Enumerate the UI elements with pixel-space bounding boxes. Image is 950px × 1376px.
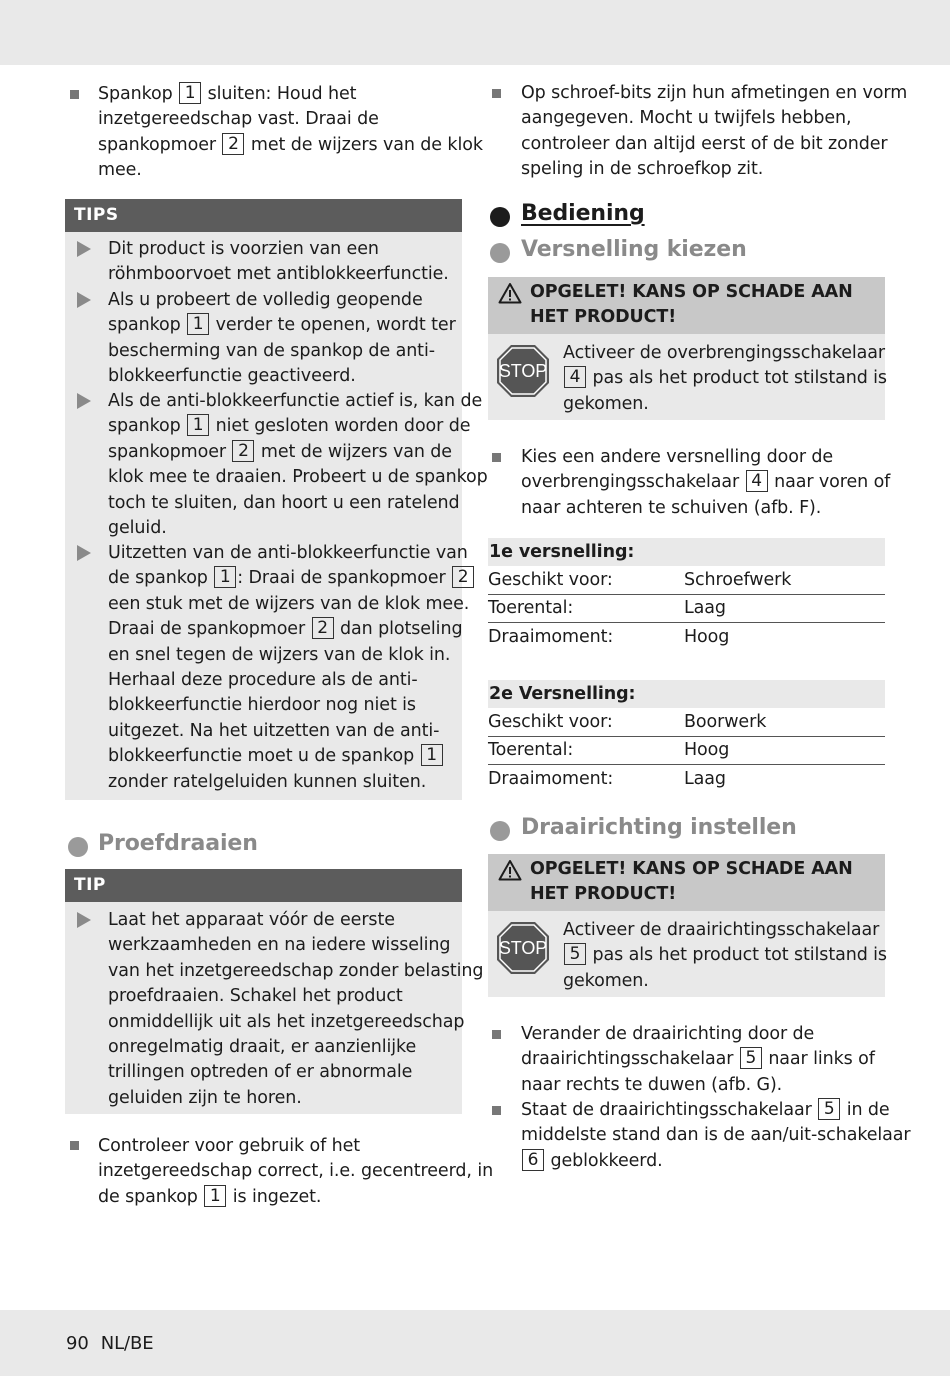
warning-text: Activeer de overbrengingsschakelaar 4 pas als het product tot stilstand is gekomen. bbox=[563, 343, 887, 414]
table-row: Toerental: Hoog bbox=[488, 737, 885, 765]
heading-versnelling-kiezen: Versnelling kiezen bbox=[521, 237, 747, 262]
locale-label: NL/BE bbox=[100, 1333, 154, 1354]
warning-header: OPGELET! KANS OP SCHADE AAN HET PRODUCT! bbox=[488, 277, 885, 334]
bullet-controleer: Controleer voor gebruik of het inzetgereedschap correct, i.e. gecentreerd, in de spankop 1 is ingezet. bbox=[98, 1136, 494, 1207]
warning-text: Activeer de draairichtingsschakelaar 5 pas als het product tot stilstand is gekomen. bbox=[563, 920, 887, 991]
square-bullet-icon bbox=[492, 1106, 501, 1115]
triangle-bullet-icon bbox=[77, 241, 91, 257]
table-row: Geschikt voor: Boorwerk bbox=[488, 709, 885, 737]
bullet-schroef-bits: Op schroef-bits zijn hun afmetingen en vorm aangegeven. Mocht u twijfels hebben, controleer dan altijd eerst of de bit zonder speling in de schroefkop zit. bbox=[521, 83, 908, 180]
bullet-kies-versnelling: Kies een andere versnelling door de overbrengingsschakelaar 4 naar voren of naar achteren te schuiven (afb. F). bbox=[521, 447, 891, 518]
square-bullet-icon bbox=[70, 1141, 79, 1150]
tip-item: Als u probeert de volledig geopende spankop 1 verder te openen, wordt ter bescherming van de spankop de anti- blokkeerfunctie geactiveerd. bbox=[108, 290, 456, 387]
top-band bbox=[0, 0, 950, 65]
bullet-spankop-sluiten: Spankop 1 sluiten: Houd het inzetgereedschap vast. Draai de spankopmoer 2 met de wijzers van de klok mee. bbox=[98, 83, 483, 181]
tip-item: Laat het apparaat vóór de eerste werkzaamheden en na iedere wisseling van het inzetgereedschap zonder belasting proefdraaien. Schakel het product onmiddellijk uit als het inzetgereedschap onregelmatig draait, er aanzienlijke trillingen optreden of er abnormale geluiden zijn te horen. bbox=[108, 910, 484, 1108]
section-dot-icon bbox=[490, 207, 510, 227]
table-title: 1e versnelling: bbox=[488, 538, 885, 566]
tip-item: Als de anti-blokkeerfunctie actief is, kan de spankop 1 niet gesloten worden door de spankopmoer 2 met de wijzers van de klok mee te draaien. Probeert u de spankop toch te sluiten, dan hoort u een ratelend geluid. bbox=[108, 391, 488, 539]
heading-proefdraaien: Proefdraaien bbox=[98, 831, 258, 856]
svg-text:STOP: STOP bbox=[498, 361, 548, 381]
table-row: Draaimoment: Laag bbox=[488, 769, 726, 789]
tips-header: TIPS bbox=[65, 199, 462, 232]
bullet-middelste-stand: Staat de draairichtingsschakelaar 5 in de middelste stand dan is de aan/uit-schakelaar 6 geblokkeerd. bbox=[521, 1099, 911, 1171]
table-title: 2e Versnelling: bbox=[488, 680, 885, 708]
heading-draairichting-instellen: Draairichting instellen bbox=[521, 815, 797, 840]
warning-triangle-icon bbox=[498, 859, 522, 881]
bullet-verander-draairichting: Verander de draairichting door de draairichtingsschakelaar 5 naar links of naar rechts te duwen (afb. G). bbox=[521, 1024, 875, 1095]
table-row: Geschikt voor: Schroefwerk bbox=[488, 567, 885, 595]
triangle-bullet-icon bbox=[77, 545, 91, 561]
triangle-bullet-icon bbox=[77, 393, 91, 409]
tip-item: Dit product is voorzien van een röhmboorvoet met antiblokkeerfunctie. bbox=[108, 239, 449, 285]
heading-bediening: Bediening bbox=[521, 201, 645, 226]
square-bullet-icon bbox=[492, 1030, 501, 1039]
warning-header: OPGELET! KANS OP SCHADE AAN HET PRODUCT! bbox=[488, 854, 885, 911]
section-dot-icon bbox=[490, 243, 510, 263]
stop-sign-icon bbox=[495, 343, 551, 399]
table-row: Draaimoment: Hoog bbox=[488, 627, 730, 647]
tip-item: Uitzetten van de anti-blokkeerfunctie van de spankop 1 : Draai de spankopmoer 2 een stuk met de wijzers van de klok mee. Draai de spankopmoer 2 dan plotseling en snel tegen de wijzers van de klok in. Herhaal deze procedure als de anti- blokkeerfunctie hierdoor nog niet is uitgezet. Na het uitzetten van de anti- blokkeerfunctie moet u de spankop 1 zonder ratelgeluiden kunnen sluiten. bbox=[108, 541, 475, 795]
triangle-bullet-icon bbox=[77, 292, 91, 308]
square-bullet-icon bbox=[70, 90, 79, 99]
stop-sign-icon bbox=[495, 920, 551, 976]
triangle-bullet-icon bbox=[77, 912, 91, 928]
square-bullet-icon bbox=[492, 453, 501, 462]
section-dot-icon bbox=[490, 821, 510, 841]
tip-header: TIP bbox=[65, 869, 462, 902]
section-dot-icon bbox=[68, 837, 88, 857]
page-number: 90 bbox=[66, 1333, 89, 1354]
svg-text:STOP: STOP bbox=[498, 938, 548, 958]
warning-triangle-icon bbox=[498, 282, 522, 304]
square-bullet-icon bbox=[492, 89, 501, 98]
footer bbox=[66, 1331, 166, 1356]
table-row: Toerental: Laag bbox=[488, 595, 885, 623]
